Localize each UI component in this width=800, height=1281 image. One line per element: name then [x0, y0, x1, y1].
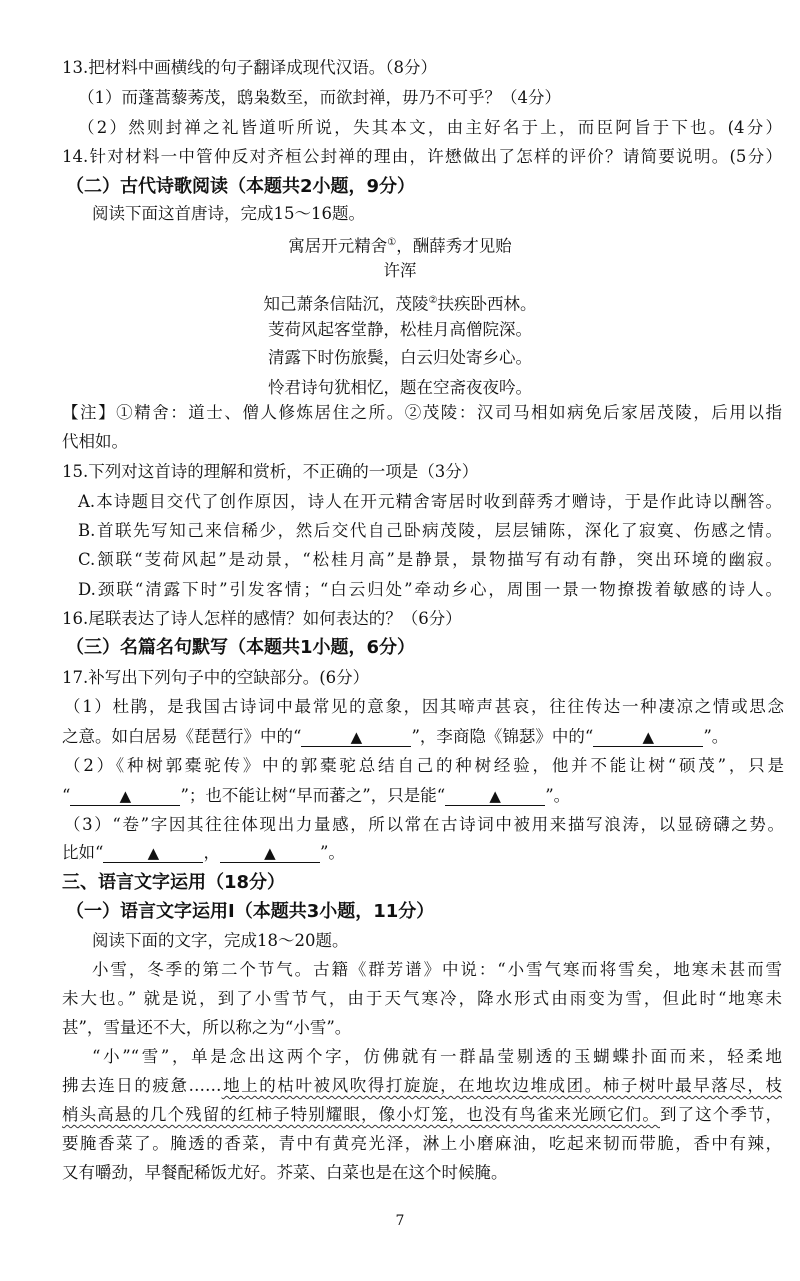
q15-option-a: A.本诗题目交代了创作原因，诗人在开元精舍寄居时收到薛秀才赠诗，于是作此诗以酬答。	[78, 492, 782, 511]
text: 拂去连日的疲惫……	[62, 1076, 222, 1095]
poem-title-b: ，酬薛秀才见贻	[396, 236, 512, 256]
poem-title	[0, 232, 800, 258]
passage-line-3: 甚”，雪量还不大，所以称之为“小雪”。	[62, 1018, 352, 1037]
section-2-intro: 阅读下面这首唐诗，完成15～16题。	[92, 204, 365, 223]
q14-stem: 14.针对材料一中管仲反对齐桓公封禅的理由，许懋做出了怎样的评价？请简要说明。(5分）	[62, 147, 782, 166]
fill-blank[interactable]: ▲	[103, 844, 203, 863]
text: 到了这个季节，	[659, 1105, 783, 1124]
underlined-sentence: 地上的枯叶被风吹得打旋旋，在地坎边堆成团。柿子树叶最早落尽，枝	[221, 1076, 783, 1095]
page-number: 7	[395, 1213, 405, 1229]
part-3-title: 三、语言文字运用（18分）	[62, 872, 286, 893]
underlined-sentence: 梢头高悬的几个残留的红柿子特别耀眼，像小灯笼，也没有鸟雀来光顾它们。	[62, 1105, 660, 1124]
text: ”；也不能让树“早而蕃之”，只是能“	[180, 786, 446, 805]
poem-line-3: 清露下时伤旅鬓，白云归处寄乡心。	[268, 348, 532, 367]
poem-line-1a: 知己萧条信陆沉，茂陵	[263, 294, 429, 314]
passage-line-4: “小”“雪”，单是念出这两个字，仿佛就有一群晶莹剔透的玉蝴蝶扑面而来，轻柔地	[92, 1047, 782, 1066]
q13-stem: 13.把材料中画横线的句子翻译成现代汉语。（8分）	[62, 58, 437, 77]
q13-item-1: （1）而蓬蒿藜莠茂，鸱枭数至，而欲封禅，毋乃不可乎？（4分）	[78, 88, 561, 107]
text: 之意。如白居易《琵琶行》中的“	[62, 727, 302, 746]
poem-author: 许浑	[383, 261, 417, 280]
q17-stem: 17.补写出下列句子中的空缺部分。(6分）	[62, 668, 370, 687]
passage-line-5	[62, 1075, 782, 1097]
subsection-1-title: （一）语言文字运用Ⅰ（本题共3小题，11分）	[66, 901, 435, 922]
poem-line-4: 怜君诗句犹相忆，题在空斋夜夜吟。	[268, 378, 532, 397]
q17-p1-line1: （1）杜鹃，是我国古诗词中最常见的意象，因其啼声甚哀，往往传达一种凄凉之情或思念	[64, 697, 784, 716]
q15-option-b: B.首联先写知己来信稀少，然后交代自己卧病茂陵，层层铺陈，深化了寂寞、伤感之情。	[78, 521, 782, 540]
text: ”。	[545, 786, 571, 805]
note-ref-2: ②	[428, 295, 438, 306]
passage-line-7: 要腌香菜了。腌透的香菜，青中有黄亮光泽，淋上小磨麻油，吃起来韧而带脆，香中有辣，	[62, 1134, 782, 1153]
q13-item-2: （2）然则封禅之礼皆道听所说，失其本文，由主好名于上，而臣阿旨于下也。(4分）	[78, 118, 782, 137]
section-2-title: （二）古代诗歌阅读（本题共2小题，9分）	[66, 176, 416, 197]
poem-note-1: 【注】①精舍：道士、僧人修炼居住之所。②茂陵：汉司马相如病免后家居茂陵，后用以指	[62, 403, 782, 422]
q17-p2-line2	[62, 785, 782, 807]
fill-blank[interactable]: ▲	[593, 728, 703, 747]
poem-line-2: 芰荷风起客堂静，松桂月高僧院深。	[268, 320, 532, 339]
fill-blank[interactable]: ▲	[70, 787, 180, 806]
passage-line-8: 又有嚼劲，早餐配稀饭尤好。芥菜、白菜也是在这个时候腌。	[62, 1163, 508, 1182]
poem-line-1b: 扶疾卧西林。	[437, 294, 537, 314]
section-3-title: （三）名篇名句默写（本题共1小题，6分）	[66, 637, 416, 658]
note-ref-1: ①	[387, 237, 397, 248]
poem-line-1	[0, 290, 800, 316]
poem-note-2: 代相如。	[62, 432, 128, 451]
text: 比如“	[62, 843, 104, 862]
q15-option-d: D.颈联“清露下时”引发客情；“白云归处”牵动乡心，周围一景一物撩拨着敏感的诗人。	[78, 580, 782, 599]
passage-line-2: 未大也。” 就是说，到了小雪节气，由于天气寒冷，降水形式由雨变为雪，但此时“地寒未	[62, 989, 782, 1008]
fill-blank[interactable]: ▲	[220, 844, 320, 863]
text: ”。	[319, 843, 345, 862]
q17-p3-line2	[62, 842, 782, 864]
passage-line-6	[62, 1104, 782, 1126]
q15-option-c: C.颔联“芰荷风起”是动景，“松桂月高”是静景，景物描写有动有静，突出环境的幽寂。	[78, 550, 782, 569]
text: ”，李商隐《锦瑟》中的“	[411, 727, 594, 746]
q17-p3-line1: （3）“卷”字因其往往体现出力量感，所以常在古诗词中被用来描写浪涛，以显磅礴之势。	[64, 815, 784, 834]
poem-title-a: 寓居开元精舍	[288, 236, 388, 256]
subsection-1-intro: 阅读下面的文字，完成18～20题。	[92, 931, 349, 950]
text: “	[62, 786, 71, 805]
fill-blank[interactable]: ▲	[301, 728, 411, 747]
q17-p2-line1: （2）《种树郭橐驼传》中的郭橐驼总结自己的种树经验，他并不能让树“硕茂”，只是	[64, 756, 784, 775]
q15-stem: 15.下列对这首诗的理解和赏析，不正确的一项是（3分）	[62, 462, 479, 481]
passage-line-1: 小雪，冬季的第二个节气。古籍《群芳谱》中说：“小雪气寒而将雪矣，地寒未甚而雪	[92, 960, 782, 979]
text: ，	[203, 843, 220, 862]
q16-stem: 16.尾联表达了诗人怎样的感情？如何表达的？（6分）	[62, 609, 462, 628]
text: ”。	[703, 727, 729, 746]
q17-p1-line2	[62, 726, 782, 748]
fill-blank[interactable]: ▲	[445, 787, 545, 806]
